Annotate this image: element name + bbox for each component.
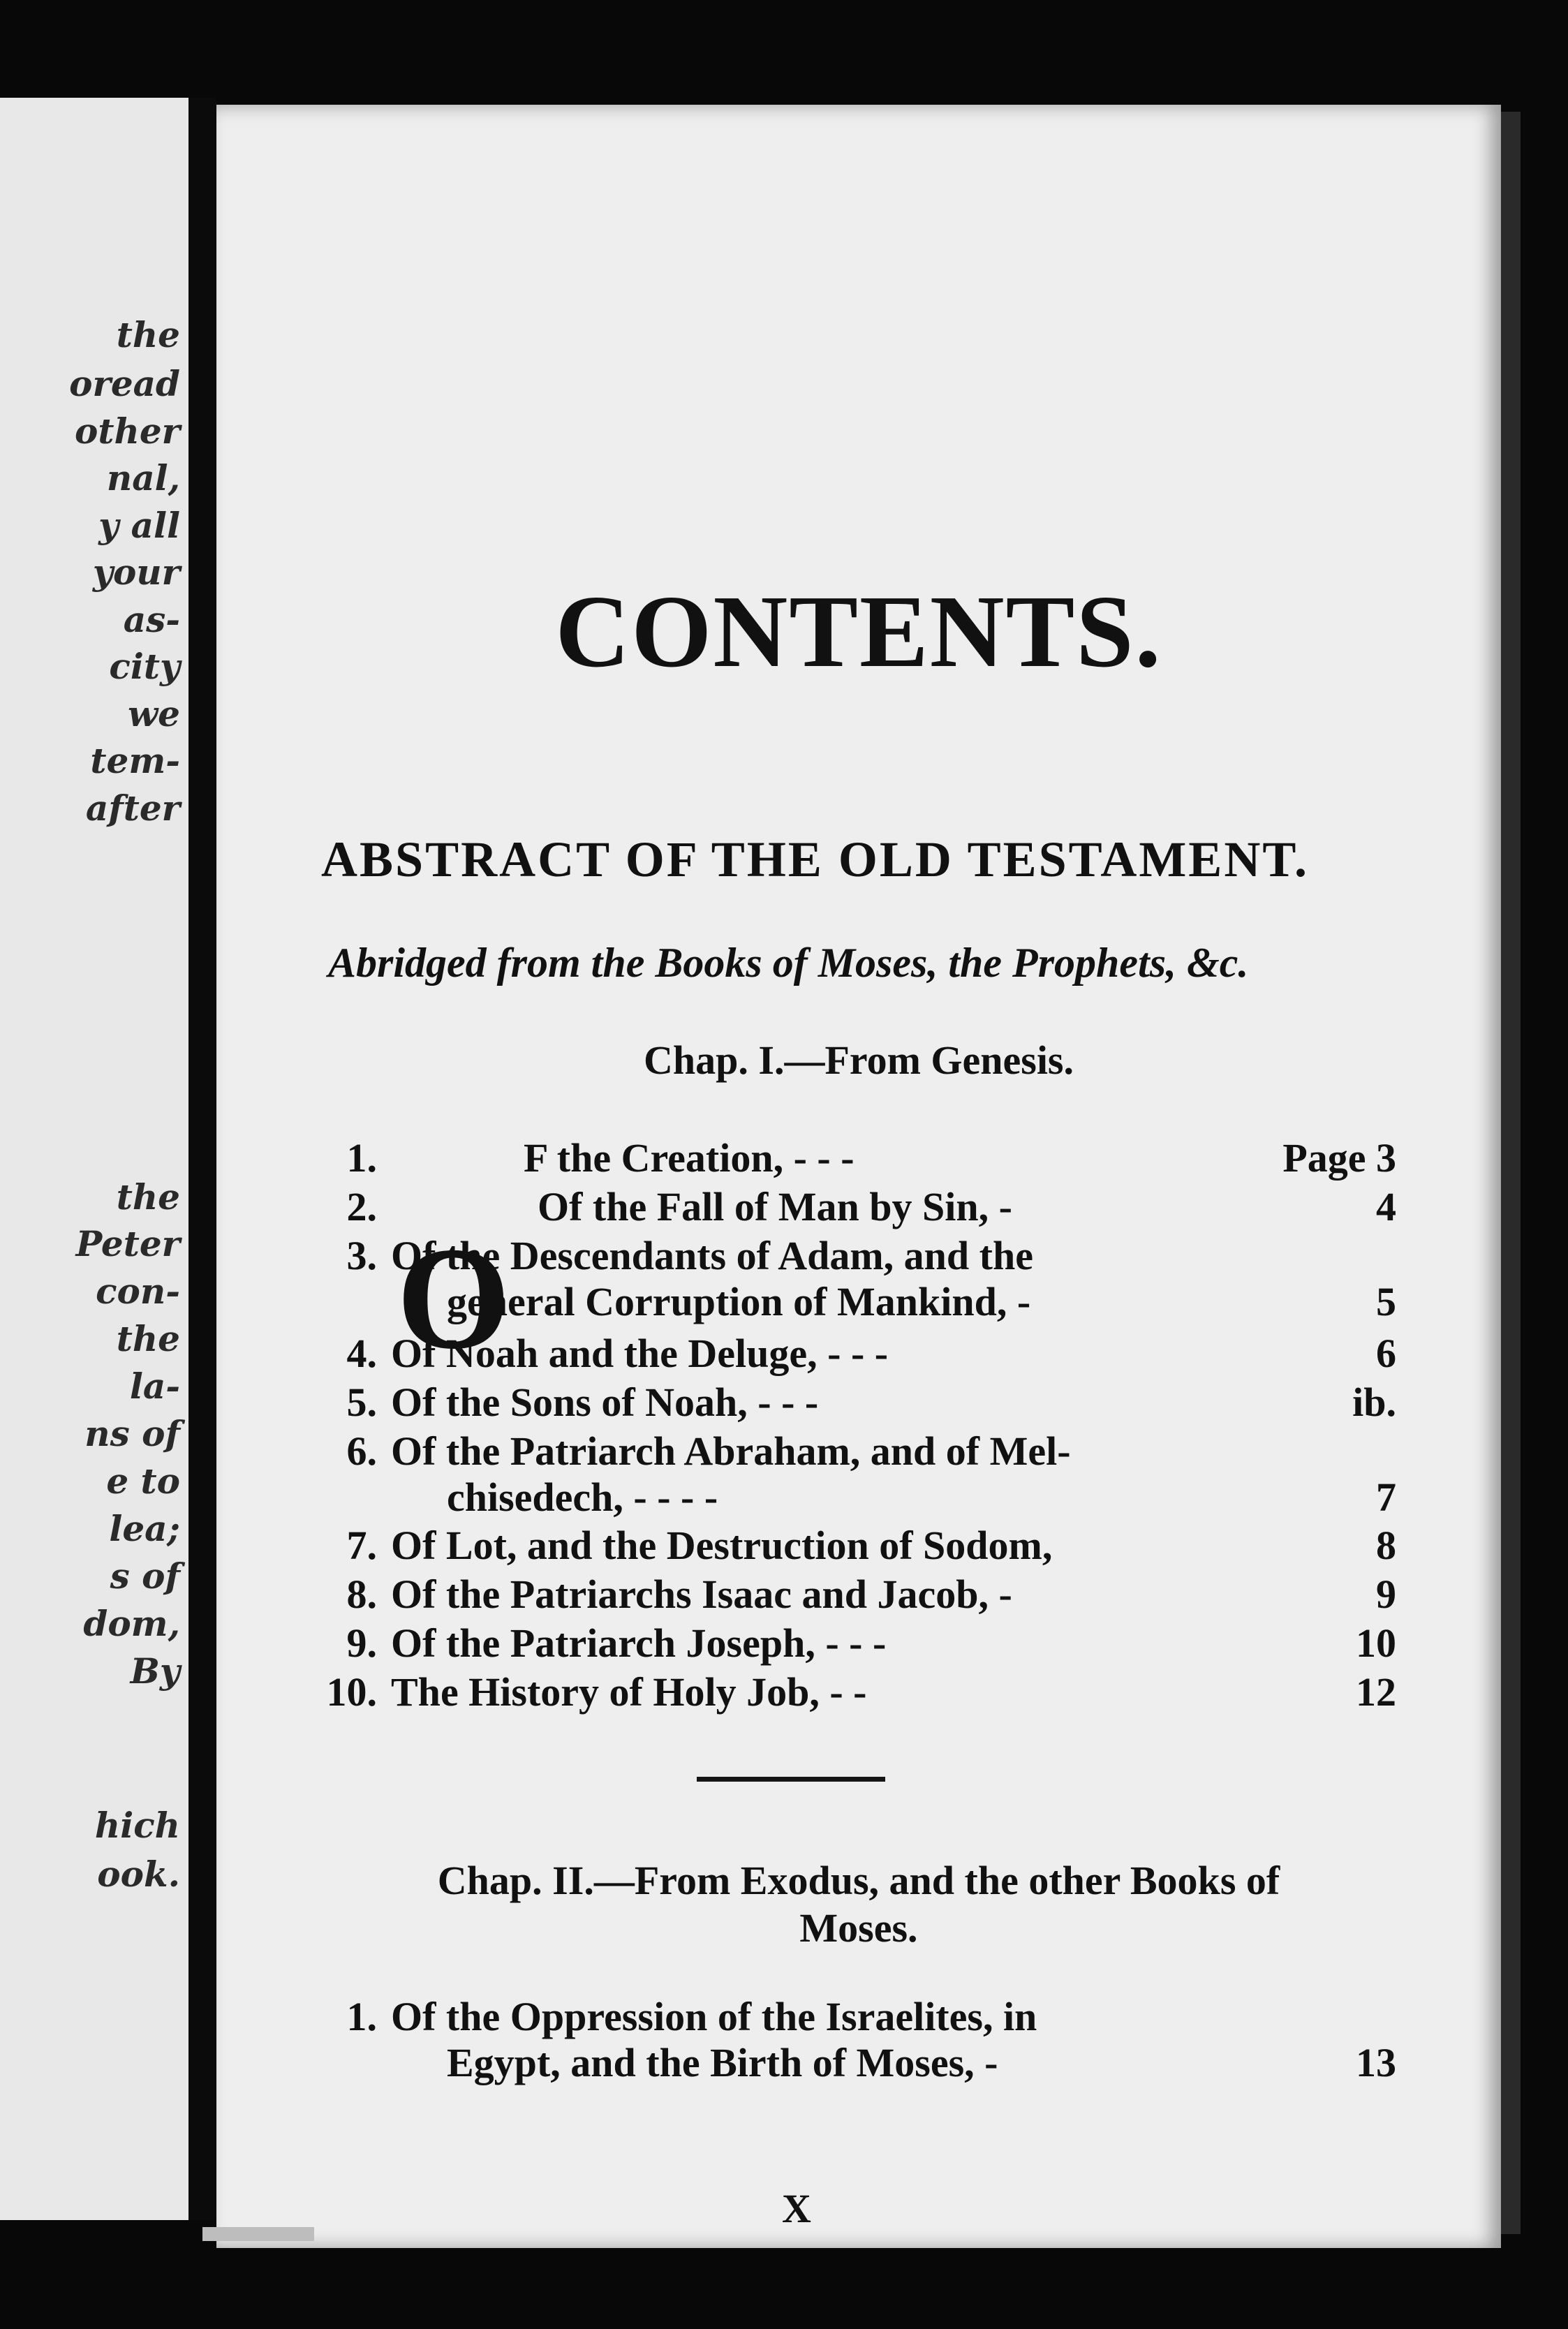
section-subtitle: ABSTRACT OF THE OLD TESTAMENT. <box>321 831 1310 887</box>
toc-entry <box>307 1330 1396 1376</box>
facing-page-word: city <box>109 646 180 687</box>
facing-page-word: e to <box>106 1461 180 1502</box>
facing-page-word: we <box>128 693 180 734</box>
facing-page-word: nal, <box>106 457 180 498</box>
toc-entry <box>307 1669 1396 1715</box>
entry-title: Of the Sons of Noah, - - - <box>391 1380 819 1425</box>
facing-page-word: By <box>130 1650 180 1692</box>
toc-entry <box>307 1379 1396 1425</box>
entry-number: 6. <box>346 1428 377 1474</box>
entry-page: 7 <box>1376 1474 1396 1520</box>
entry-title-continued: chisedech, - - - - <box>447 1474 718 1520</box>
facing-page-word: your <box>92 552 180 593</box>
entry-number: 2. <box>346 1184 377 1229</box>
abridged-note: Abridged from the Books of Moses, the Prophets, &c. <box>328 940 1249 986</box>
facing-page-word: ook. <box>97 1854 180 1895</box>
facing-page-word: oread <box>69 363 180 404</box>
chapter-heading: Chap. II.—From Exodus, and the other Books of <box>437 1858 1280 1903</box>
toc-entry <box>307 1183 1396 1229</box>
catchword: X <box>782 2186 811 2231</box>
toc-entry <box>307 1620 1396 1666</box>
entry-title: Of Lot, and the Destruction of Sodom, <box>391 1523 1053 1568</box>
facing-page-word: as- <box>123 599 180 640</box>
entry-number: 10. <box>326 1669 377 1715</box>
facing-page-word: y all <box>98 505 180 546</box>
entry-title: Of the Oppression of the Israelites, in <box>391 1994 1037 2039</box>
entry-title: Of the Patriarchs Isaac and Jacob, - <box>391 1572 1012 1617</box>
toc-entry <box>307 1428 1396 1520</box>
facing-page-word: the <box>116 1176 180 1218</box>
toc-entry <box>307 1571 1396 1617</box>
facing-page-word: after <box>85 788 180 829</box>
facing-page-word: the <box>116 1318 180 1359</box>
toc-entry <box>307 1134 1396 1181</box>
entry-title: The History of Holy Job, - - <box>391 1669 867 1715</box>
entry-page: 4 <box>1376 1184 1396 1229</box>
page-edge <box>1501 112 1521 2234</box>
facing-page-word: other <box>75 411 180 452</box>
chapter-heading: Chap. I.—From Genesis. <box>643 1037 1074 1083</box>
entry-number: 7. <box>346 1523 377 1568</box>
entry-number: 9. <box>346 1620 377 1666</box>
facing-page-word: Peter <box>75 1223 180 1264</box>
entry-number: 1. <box>346 1994 377 2039</box>
facing-page-word: hich <box>94 1805 180 1846</box>
facing-page-word: tem- <box>90 740 180 781</box>
facing-page-fragment <box>0 98 193 2220</box>
paper-strip <box>202 2227 314 2241</box>
entry-number: 3. <box>346 1233 377 1278</box>
entry-page: 6 <box>1376 1331 1396 1376</box>
entry-title: Of Noah and the Deluge, - - - <box>391 1331 889 1376</box>
entry-number: 1. <box>346 1135 377 1181</box>
facing-page-word: dom, <box>83 1603 180 1644</box>
entry-page: 5 <box>1376 1279 1396 1324</box>
entry-page: 8 <box>1376 1523 1396 1568</box>
toc-entry <box>307 1522 1396 1568</box>
entry-title: Of the Fall of Man by Sin, - <box>538 1184 1012 1229</box>
entry-page: 10 <box>1356 1620 1396 1666</box>
entry-title: Of the Patriarch Abraham, and of Mel- <box>391 1428 1071 1474</box>
entry-number: 4. <box>346 1331 377 1376</box>
entry-page: 12 <box>1356 1669 1396 1715</box>
facing-page-word: s of <box>110 1555 180 1597</box>
entry-title: Of the Descendants of Adam, and the <box>391 1233 1033 1278</box>
drop-initial: O <box>397 1218 511 1380</box>
entry-page: ib. <box>1352 1380 1396 1425</box>
entry-page: 13 <box>1356 2040 1396 2085</box>
facing-page-word: con- <box>96 1271 180 1312</box>
chapter-heading-continued: Moses. <box>799 1905 918 1951</box>
section-divider <box>697 1777 885 1782</box>
entry-number: 5. <box>346 1380 377 1425</box>
entry-title-continued: Egypt, and the Birth of Moses, - <box>447 2040 998 2085</box>
entry-title: Of the Patriarch Joseph, - - - <box>391 1620 887 1666</box>
entry-page: 9 <box>1376 1572 1396 1617</box>
entry-page: Page 3 <box>1282 1135 1396 1181</box>
page-title: CONTENTS. <box>555 575 1162 689</box>
entry-title-continued: general Corruption of Mankind, - <box>447 1279 1031 1324</box>
contents-page <box>216 105 1501 2248</box>
facing-page-word: la- <box>129 1366 180 1407</box>
book-gutter <box>188 98 216 2220</box>
facing-page-word: lea; <box>109 1508 180 1549</box>
entry-title: F the Creation, - - - <box>524 1135 855 1181</box>
facing-page-word: ns of <box>84 1413 180 1454</box>
entry-number: 8. <box>346 1572 377 1617</box>
toc-entry <box>307 1993 1396 2085</box>
facing-page-word: the <box>116 314 180 355</box>
toc-entry <box>307 1232 1396 1324</box>
